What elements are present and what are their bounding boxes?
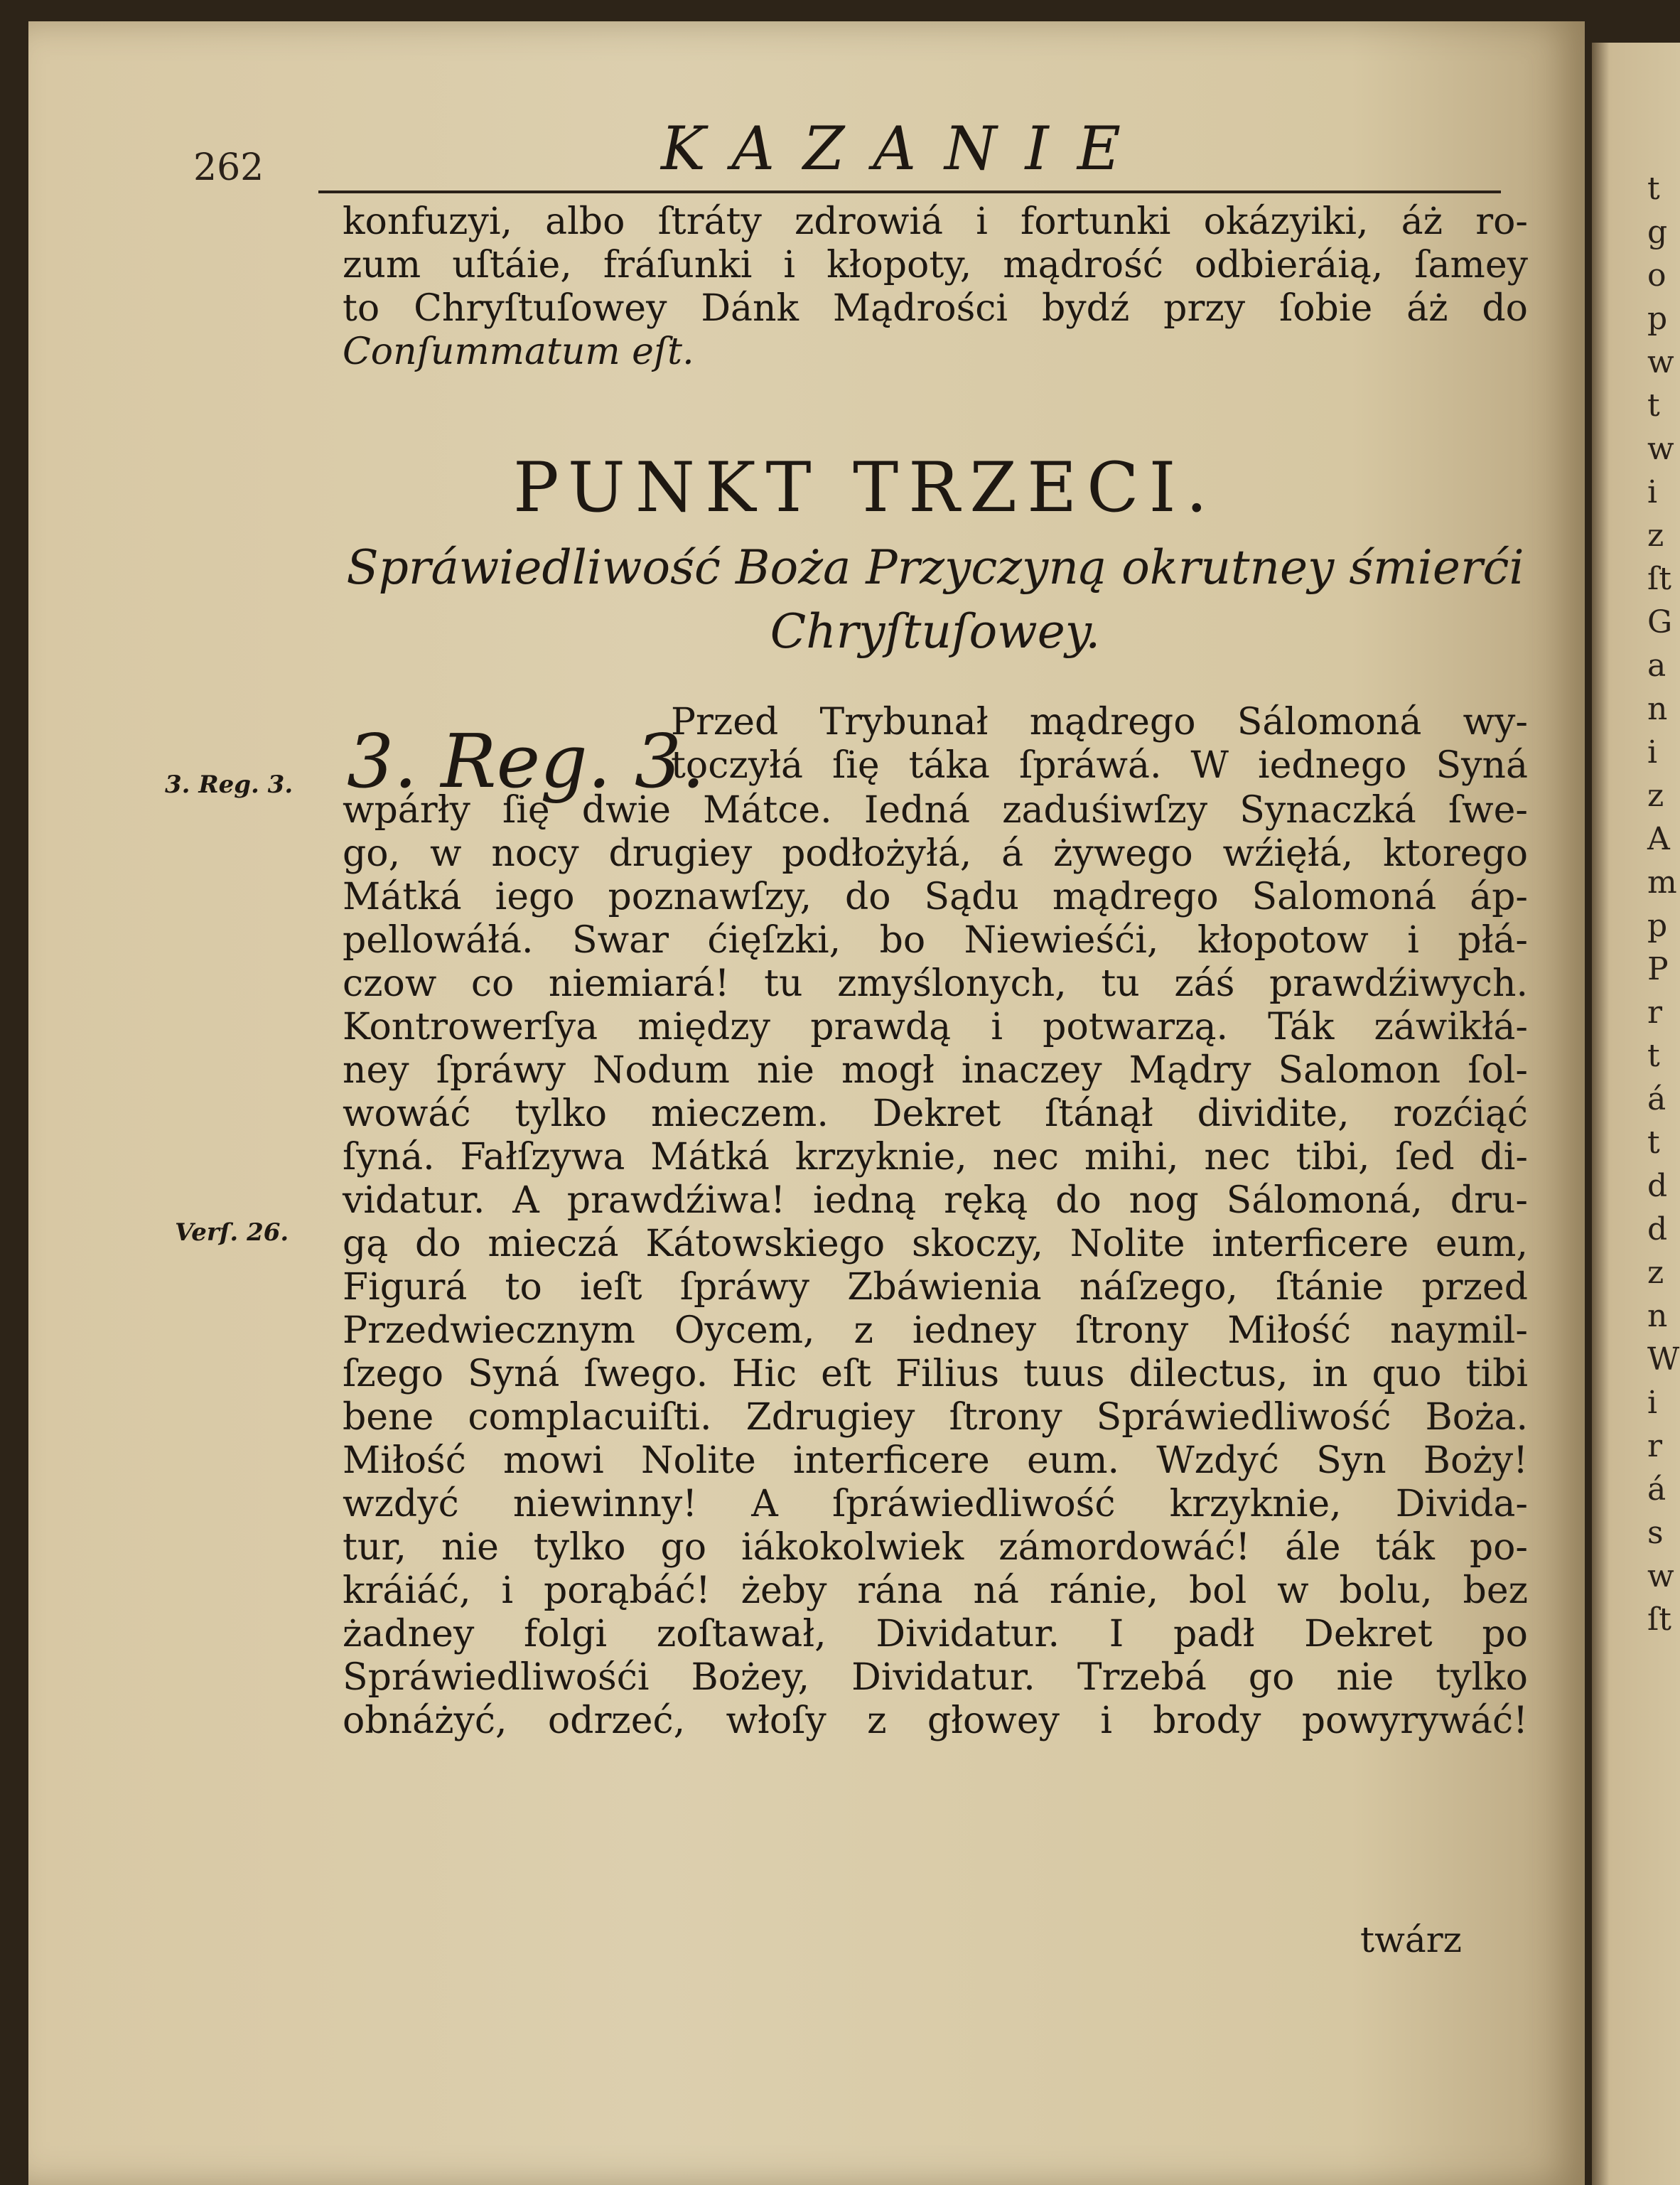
next-page-fragment: r <box>1647 994 1663 1031</box>
next-page-fragment: z <box>1647 778 1664 814</box>
next-page-fragment: g <box>1647 214 1668 250</box>
next-page-fragment: m <box>1647 864 1677 901</box>
next-page-fragment: z <box>1647 1255 1664 1291</box>
next-page-fragment: i <box>1647 474 1658 510</box>
text-line: czow co niemiará! tu zmyślonych, tu záś prawdźiwych. <box>343 962 1528 1005</box>
text-line: konfuzyi, albo ſtráty zdrowiá i fortunki okázyiki, áż ro- <box>343 200 1528 243</box>
section-heading: PUNKT TRZECI. <box>513 448 1218 527</box>
next-page-fragment: á <box>1647 1471 1666 1508</box>
next-page-fragment: ſt <box>1647 1601 1671 1638</box>
scripture-reference: 3. Reg. 3. <box>347 718 706 805</box>
text-line: Kontrowerſya między prawdą i potwarzą. Ták záwikłá- <box>343 1006 1528 1048</box>
next-page-fragment: t <box>1647 171 1660 207</box>
next-page-fragment: w <box>1647 1558 1674 1594</box>
text-line: ſyná. Fałſzywa Mátká krzyknie, nec mihi, nec tibi, ſed di- <box>343 1136 1528 1179</box>
next-page-fragment: t <box>1647 1038 1660 1074</box>
text-line: to Chryſtuſowey Dánk Mądrości bydź przy ſobie áż do <box>343 287 1528 330</box>
text-line: vidatur. A prawdźiwa! iedną ręką do nog Sálomoná, dru- <box>343 1179 1528 1222</box>
next-page-fragment: t <box>1647 387 1660 424</box>
next-page-fragment: p <box>1647 908 1668 944</box>
next-page-fragment: z <box>1647 517 1664 554</box>
next-page-fragment: d <box>1647 1211 1668 1247</box>
text-line: ney ſpráwy Nodum nie mogł inaczey Mądry Salomon ſol- <box>343 1049 1528 1092</box>
text-line: toczyłá ſię táka ſpráwá. W iednego Syná <box>671 744 1528 787</box>
margin-note: Verſ. 26. <box>175 1218 289 1247</box>
next-page-fragment: P <box>1647 951 1669 987</box>
margin-note: 3. Reg. 3. <box>165 771 294 799</box>
text-line: wpárły ſię dwie Mátce. Iedná zaduśiwſzy Synaczká ſwe- <box>343 789 1528 832</box>
section-subtitle: Spráwiedliwość Boża Przyczyną okrutney śmierći <box>346 540 1524 595</box>
text-line: Conſummatum eſt. <box>343 331 694 373</box>
section-subtitle: Chryſtuſowey. <box>770 604 1101 659</box>
body-paragraph <box>343 789 1528 1743</box>
text-line: zum uſtáie, fráſunki i kłopoty, mądrość odbieráią, ſamey <box>343 244 1528 286</box>
next-page-fragment: a <box>1647 648 1666 684</box>
next-page-fragment: r <box>1647 1428 1663 1464</box>
text-line: Przedwiecznym Oycem, z iedney ſtrony Miłość naymil- <box>343 1309 1528 1352</box>
text-line: tur, nie tylko go iákokolwiek zámordowáć! ále ták po- <box>343 1526 1528 1569</box>
next-page-edge <box>1592 43 1680 2185</box>
text-line: go, w nocy drugiey podłożyłá, á żywego wźięłá, ktorego <box>343 832 1528 875</box>
next-page-fragment: t <box>1647 1124 1660 1161</box>
next-page-fragment: p <box>1647 301 1668 337</box>
top-paragraph <box>343 200 1528 374</box>
running-title: KAZANIE <box>661 114 1150 183</box>
next-page-fragment: n <box>1647 1298 1668 1334</box>
indented-lines <box>671 701 1528 788</box>
text-line: kráiáć, i porąbáć! żeby rána ná ránie, bol w bolu, bez <box>343 1569 1528 1612</box>
text-line: wzdyć niewinny! A ſpráwiedliwość krzyknie, Divida- <box>343 1483 1528 1525</box>
page-number: 262 <box>193 146 264 189</box>
next-page-fragment: n <box>1647 691 1668 727</box>
next-page-fragment: w <box>1647 344 1674 380</box>
text-line: Mátká iego poznawſzy, do Sądu mądrego Salomoná áp- <box>343 876 1528 918</box>
next-page-fragment: á <box>1647 1081 1666 1117</box>
catchword: twárz <box>1360 1919 1462 1960</box>
text-line: bene complacuiſti. Zdrugiey ſtrony Spráwiedliwość Boża. <box>343 1396 1528 1439</box>
text-line: wowáć tylko mieczem. Dekret ſtánął dividite, rozćiąć <box>343 1092 1528 1135</box>
next-page-fragment: i <box>1647 734 1658 771</box>
next-page-fragment: i <box>1647 1385 1658 1421</box>
next-page-fragment: o <box>1647 257 1666 294</box>
next-page-fragment: ſt <box>1647 561 1671 597</box>
header-rule <box>318 190 1501 193</box>
next-page-fragment: w <box>1647 431 1674 467</box>
next-page-fragment: G <box>1647 604 1673 640</box>
text-line: gą do mieczá Kátowskiego skoczy, Nolite interficere eum, <box>343 1223 1528 1265</box>
text-line: pellowáłá. Swar ćięſzki, bo Niewieśći, kłopotow i płá- <box>343 919 1528 962</box>
next-page-fragment: W <box>1647 1341 1680 1378</box>
text-line: Figurá to ieſt ſpráwy Zbáwienia náſzego, ſtánie przed <box>343 1266 1528 1309</box>
text-line: obnáżyć, odrzeć, włoſy z głowey i brody powyrywáć! <box>343 1700 1528 1742</box>
next-page-fragment: d <box>1647 1168 1668 1204</box>
text-line: Miłość mowi Nolite interficere eum. Wzdyć Syn Boży! <box>343 1439 1528 1482</box>
next-page-fragment: A <box>1647 821 1670 857</box>
next-page-fragment: s <box>1647 1515 1664 1551</box>
text-line: żadney folgi zoſtawał, Dividatur. I padł Dekret po <box>343 1613 1528 1655</box>
text-line: Spráwiedliwośći Bożey, Dividatur. Trzebá go nie tylko <box>343 1656 1528 1699</box>
text-line: Przed Trybunał mądrego Sálomoná wy- <box>671 701 1528 743</box>
text-line: ſzego Syná ſwego. Hic eſt Filius tuus dilectus, in quo tibi <box>343 1353 1528 1395</box>
